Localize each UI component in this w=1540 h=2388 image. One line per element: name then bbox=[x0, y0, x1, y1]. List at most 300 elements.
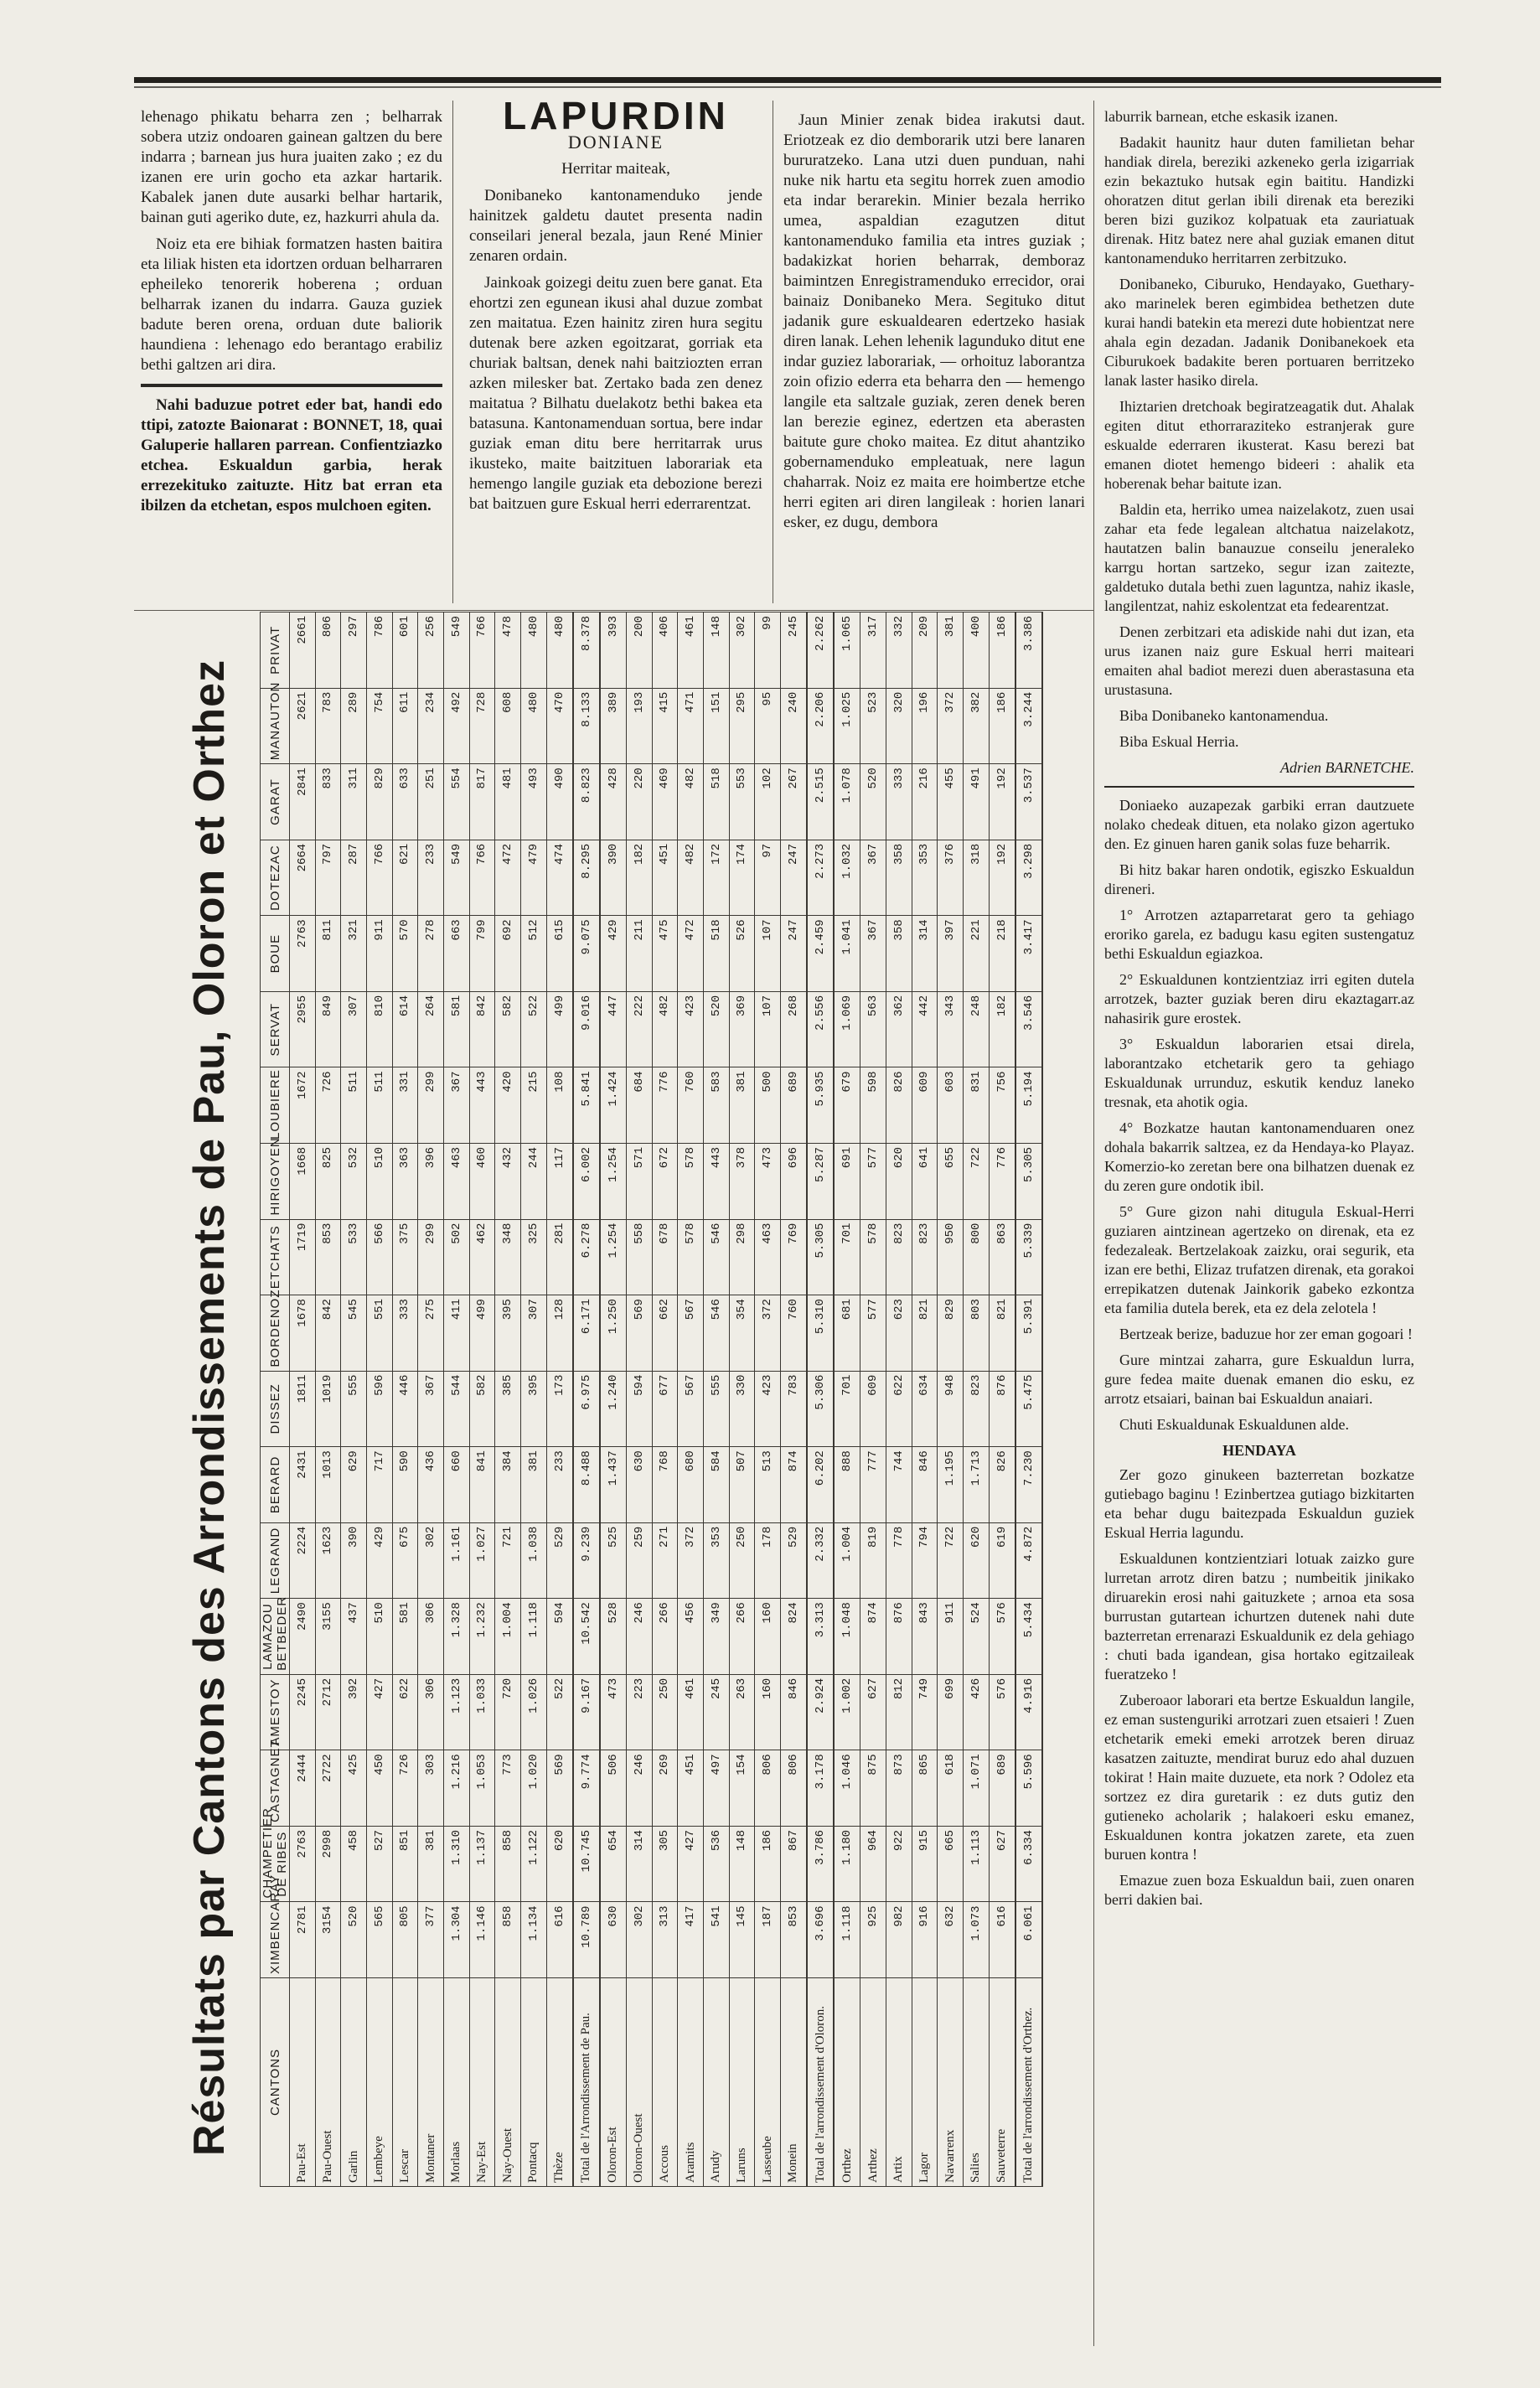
total-value: 5.475 bbox=[1015, 1371, 1043, 1447]
total-value: 9.774 bbox=[573, 1750, 600, 1827]
vote-count: 450 bbox=[366, 1750, 392, 1827]
vote-count: 451 bbox=[652, 840, 678, 916]
vote-count: 615 bbox=[546, 916, 573, 992]
vote-count: 2444 bbox=[290, 1750, 316, 1827]
results-title: Résultats par Cantons des Arrondissements de Pau, Oloron et Orthez bbox=[185, 659, 234, 2157]
table-header-candidate: AMESTOY bbox=[261, 1674, 290, 1750]
total-value: 10.789 bbox=[573, 1902, 600, 1978]
vote-count: 567 bbox=[678, 1295, 704, 1372]
vote-count: 411 bbox=[443, 1295, 469, 1372]
total-value: 5.305 bbox=[807, 1219, 834, 1295]
vote-count: 511 bbox=[341, 1067, 367, 1144]
vote-count: 841 bbox=[469, 1447, 495, 1523]
vote-count: 662 bbox=[652, 1295, 678, 1372]
vote-count: 182 bbox=[989, 991, 1015, 1067]
vote-count: 160 bbox=[755, 1599, 781, 1675]
vote-count: 1811 bbox=[290, 1371, 316, 1447]
table-header-candidate: PRIVAT bbox=[261, 613, 290, 689]
vote-count: 250 bbox=[652, 1674, 678, 1750]
vote-count: 622 bbox=[886, 1371, 912, 1447]
total-value: 9.167 bbox=[573, 1674, 600, 1750]
total-value: 3.546 bbox=[1015, 991, 1043, 1067]
table-row bbox=[520, 613, 546, 2187]
vote-count: 472 bbox=[495, 840, 521, 916]
vote-count: 429 bbox=[600, 916, 627, 992]
vote-count: 2781 bbox=[290, 1902, 316, 1978]
vote-count: 614 bbox=[392, 991, 418, 1067]
vote-count: 482 bbox=[678, 764, 704, 840]
vote-count: 400 bbox=[963, 613, 989, 689]
vote-count: 1.195 bbox=[938, 1447, 964, 1523]
vote-count: 911 bbox=[366, 916, 392, 992]
vote-count: 248 bbox=[963, 991, 989, 1067]
total-value: 5.194 bbox=[1015, 1067, 1043, 1144]
vote-count: 2224 bbox=[290, 1522, 316, 1599]
total-value: 6.002 bbox=[573, 1143, 600, 1219]
canton-name: Thèze bbox=[546, 1978, 573, 2187]
vote-count: 358 bbox=[886, 916, 912, 992]
vote-count: 760 bbox=[780, 1295, 807, 1372]
vote-count: 2712 bbox=[315, 1674, 341, 1750]
vote-count: 660 bbox=[443, 1447, 469, 1523]
vote-count: 246 bbox=[626, 1750, 652, 1827]
column-2 bbox=[469, 94, 762, 521]
vote-count: 307 bbox=[520, 1295, 546, 1372]
vote-count: 797 bbox=[315, 840, 341, 916]
vote-count: 220 bbox=[626, 764, 652, 840]
table-header-candidate: CASTAGNET bbox=[261, 1750, 290, 1827]
vote-count: 846 bbox=[780, 1674, 807, 1750]
total-value: 9.075 bbox=[573, 916, 600, 992]
vote-count: 2955 bbox=[290, 991, 316, 1067]
vote-count: 427 bbox=[678, 1826, 704, 1902]
vote-count: 569 bbox=[626, 1295, 652, 1372]
column-4 bbox=[1104, 107, 1414, 1916]
vote-count: 620 bbox=[963, 1522, 989, 1599]
election-results bbox=[180, 603, 1052, 2212]
vote-count: 569 bbox=[546, 1750, 573, 1827]
vote-count: 287 bbox=[341, 840, 367, 916]
vote-count: 1.065 bbox=[834, 613, 860, 689]
vote-count: 393 bbox=[600, 613, 627, 689]
canton-name: Morlaas bbox=[443, 1978, 469, 2187]
vote-count: 458 bbox=[341, 1826, 367, 1902]
column-divider bbox=[452, 101, 453, 603]
vote-count: 215 bbox=[520, 1067, 546, 1144]
vote-count: 500 bbox=[755, 1067, 781, 1144]
vote-count: 474 bbox=[546, 840, 573, 916]
vote-count: 777 bbox=[860, 1447, 886, 1523]
total-value: 5.305 bbox=[1015, 1143, 1043, 1219]
vote-count: 1.437 bbox=[600, 1447, 627, 1523]
vote-count: 415 bbox=[652, 688, 678, 764]
vote-count: 456 bbox=[678, 1599, 704, 1675]
vote-count: 632 bbox=[938, 1902, 964, 1978]
vote-count: 1.250 bbox=[600, 1295, 627, 1372]
canton-name: Arthez bbox=[860, 1978, 886, 2187]
table-row bbox=[290, 613, 316, 2187]
vote-count: 911 bbox=[938, 1599, 964, 1675]
vote-count: 461 bbox=[678, 1674, 704, 1750]
vote-count: 518 bbox=[703, 916, 729, 992]
vote-count: 1.310 bbox=[443, 1826, 469, 1902]
total-value: 6.278 bbox=[573, 1219, 600, 1295]
vote-count: 915 bbox=[912, 1826, 938, 1902]
vote-count: 566 bbox=[366, 1219, 392, 1295]
column-separator bbox=[1104, 786, 1414, 788]
vote-count: 555 bbox=[703, 1371, 729, 1447]
vote-count: 853 bbox=[780, 1902, 807, 1978]
col4-paragraph: Baldin eta, herriko umea naizelakotz, zuen usai zahar eta fede legalean altchatua naizelakotz, hautatzen balin banauzue conseilu jeneraleko karrgu hortan sartzeko, segur izan zaitezte, galdetuko dutala bethi zuen laguntza, nahiz ikasle, langilentzat, nahiz eskolentzat eta fedearentzat. bbox=[1104, 501, 1414, 614]
vote-count: 479 bbox=[520, 840, 546, 916]
vote-count: 298 bbox=[729, 1219, 755, 1295]
table-header-candidate: BERARD bbox=[261, 1447, 290, 1523]
vote-count: 925 bbox=[860, 1902, 886, 1978]
vote-count: 525 bbox=[600, 1522, 627, 1599]
vote-count: 1.004 bbox=[834, 1522, 860, 1599]
vote-count: 1.027 bbox=[469, 1522, 495, 1599]
vote-count: 490 bbox=[546, 764, 573, 840]
vote-count: 2245 bbox=[290, 1674, 316, 1750]
total-value: 6.975 bbox=[573, 1371, 600, 1447]
vote-count: 436 bbox=[418, 1447, 444, 1523]
vote-count: 333 bbox=[886, 764, 912, 840]
vote-count: 1623 bbox=[315, 1522, 341, 1599]
vote-count: 536 bbox=[703, 1826, 729, 1902]
vote-count: 469 bbox=[652, 764, 678, 840]
vote-count: 1.146 bbox=[469, 1902, 495, 1978]
col4-paragraph: laburrik barnean, etche eskasik izanen. bbox=[1104, 108, 1338, 125]
vote-count: 1.002 bbox=[834, 1674, 860, 1750]
canton-name: Garlin bbox=[341, 1978, 367, 2187]
vote-count: 367 bbox=[860, 840, 886, 916]
vote-count: 318 bbox=[963, 840, 989, 916]
canton-name: Lescar bbox=[392, 1978, 418, 2187]
vote-count: 358 bbox=[886, 840, 912, 916]
masthead-title: LAPURDIN bbox=[503, 94, 729, 137]
vote-count: 234 bbox=[418, 688, 444, 764]
vote-count: 829 bbox=[366, 764, 392, 840]
vote-count: 786 bbox=[366, 613, 392, 689]
vote-count: 726 bbox=[315, 1067, 341, 1144]
vote-count: 576 bbox=[989, 1599, 1015, 1675]
vote-count: 478 bbox=[495, 613, 521, 689]
vote-count: 1.137 bbox=[469, 1826, 495, 1902]
total-value: 3.298 bbox=[1015, 840, 1043, 916]
vote-count: 470 bbox=[546, 688, 573, 764]
total-label: Total de l'arrondissement d'Orthez. bbox=[1015, 1978, 1043, 2187]
vote-count: 1.328 bbox=[443, 1599, 469, 1675]
vote-count: 95 bbox=[755, 688, 781, 764]
vote-count: 446 bbox=[392, 1371, 418, 1447]
vote-count: 622 bbox=[392, 1674, 418, 1750]
vote-count: 2763 bbox=[290, 1826, 316, 1902]
vote-count: 544 bbox=[443, 1371, 469, 1447]
vote-count: 756 bbox=[989, 1067, 1015, 1144]
vote-count: 633 bbox=[392, 764, 418, 840]
vote-count: 623 bbox=[886, 1295, 912, 1372]
col4-paragraph: Badakit haunitz haur duten familietan behar handiak direla, bereziki azkeneko gerla izigarriak ezin bekaztuko hutsak egin baititu. Handizki ohoratzen ditut gerlan ibili direnak eta bereziki beren bizi guzikoz kolpatuak eta zauriatuak direnak. Hitz batez nere ahal guziak emanen ditut kantonamenduko herritarren zerbitzuko. bbox=[1104, 134, 1414, 266]
vote-count: 1.048 bbox=[834, 1599, 860, 1675]
vote-count: 397 bbox=[938, 916, 964, 992]
vote-count: 577 bbox=[860, 1295, 886, 1372]
vote-count: 1.113 bbox=[963, 1826, 989, 1902]
vote-count: 1.424 bbox=[600, 1067, 627, 1144]
vote-count: 768 bbox=[652, 1447, 678, 1523]
vote-count: 831 bbox=[963, 1067, 989, 1144]
vote-count: 460 bbox=[469, 1143, 495, 1219]
vote-count: 627 bbox=[989, 1826, 1015, 1902]
vote-count: 554 bbox=[443, 764, 469, 840]
col4-paragraph: Emazue zuen boza Eskualdun baii, zuen onaren berri dakien bai. bbox=[1104, 1872, 1414, 1908]
vote-count: 306 bbox=[418, 1674, 444, 1750]
canton-name: Orthez bbox=[834, 1978, 860, 2187]
canton-name: Oloron-Ouest bbox=[626, 1978, 652, 2187]
vote-count: 390 bbox=[600, 840, 627, 916]
total-label: Total de l'Arrondissement de Pau. bbox=[573, 1978, 600, 2187]
vote-count: 107 bbox=[755, 916, 781, 992]
vote-count: 696 bbox=[780, 1143, 807, 1219]
vote-count: 390 bbox=[341, 1522, 367, 1599]
total-value: 8.378 bbox=[573, 613, 600, 689]
vote-count: 247 bbox=[780, 916, 807, 992]
vote-count: 583 bbox=[703, 1067, 729, 1144]
vote-count: 555 bbox=[341, 1371, 367, 1447]
vote-count: 528 bbox=[600, 1599, 627, 1675]
vote-count: 233 bbox=[418, 840, 444, 916]
vote-count: 621 bbox=[392, 840, 418, 916]
vote-count: 463 bbox=[443, 1143, 469, 1219]
vote-count: 2490 bbox=[290, 1599, 316, 1675]
vote-count: 367 bbox=[860, 916, 886, 992]
table-header-candidate: LAMAZOU BETBEDER bbox=[261, 1599, 290, 1675]
vote-count: 348 bbox=[495, 1219, 521, 1295]
vote-count: 594 bbox=[626, 1371, 652, 1447]
vote-count: 799 bbox=[469, 916, 495, 992]
vote-count: 378 bbox=[729, 1143, 755, 1219]
vote-count: 271 bbox=[652, 1522, 678, 1599]
vote-count: 630 bbox=[600, 1902, 627, 1978]
vote-count: 701 bbox=[834, 1219, 860, 1295]
total-value: 3.537 bbox=[1015, 764, 1043, 840]
vote-count: 691 bbox=[834, 1143, 860, 1219]
vote-count: 1013 bbox=[315, 1447, 341, 1523]
vote-count: 302 bbox=[418, 1522, 444, 1599]
vote-count: 172 bbox=[703, 840, 729, 916]
vote-count: 619 bbox=[989, 1522, 1015, 1599]
vote-count: 567 bbox=[678, 1371, 704, 1447]
col4-paragraph: Doniaeko auzapezak garbiki erran dautzuete nolako chedeak dituen, eta nolako gizon agertuko den. Ez ginuen haren ganik solas fuze beharrik. bbox=[1104, 797, 1414, 852]
table-total-row bbox=[807, 613, 834, 2187]
table-row bbox=[443, 613, 469, 2187]
vote-count: 769 bbox=[780, 1219, 807, 1295]
total-value: 8.133 bbox=[573, 688, 600, 764]
canton-name: Nay-Ouest bbox=[495, 1978, 521, 2187]
vote-count: 846 bbox=[912, 1447, 938, 1523]
vote-count: 520 bbox=[703, 991, 729, 1067]
vote-count: 216 bbox=[912, 764, 938, 840]
total-value: 10.542 bbox=[573, 1599, 600, 1675]
vote-count: 331 bbox=[392, 1067, 418, 1144]
total-value: 5.841 bbox=[573, 1067, 600, 1144]
vote-count: 578 bbox=[860, 1219, 886, 1295]
vote-count: 209 bbox=[912, 613, 938, 689]
vote-count: 778 bbox=[886, 1522, 912, 1599]
vote-count: 369 bbox=[729, 991, 755, 1067]
vote-count: 817 bbox=[469, 764, 495, 840]
vote-count: 609 bbox=[860, 1371, 886, 1447]
vote-count: 760 bbox=[678, 1067, 704, 1144]
vote-count: 1.240 bbox=[600, 1371, 627, 1447]
vote-count: 395 bbox=[495, 1295, 521, 1372]
vote-count: 362 bbox=[886, 991, 912, 1067]
vote-count: 178 bbox=[755, 1522, 781, 1599]
vote-count: 375 bbox=[392, 1219, 418, 1295]
vote-count: 389 bbox=[600, 688, 627, 764]
vote-count: 395 bbox=[520, 1371, 546, 1447]
table-row bbox=[600, 613, 627, 2187]
vote-count: 655 bbox=[938, 1143, 964, 1219]
vote-count: 381 bbox=[418, 1826, 444, 1902]
vote-count: 665 bbox=[938, 1826, 964, 1902]
vote-count: 423 bbox=[755, 1371, 781, 1447]
vote-count: 654 bbox=[600, 1826, 627, 1902]
vote-count: 372 bbox=[678, 1522, 704, 1599]
table-row bbox=[392, 613, 418, 2187]
vote-count: 1019 bbox=[315, 1371, 341, 1447]
vote-count: 829 bbox=[938, 1295, 964, 1372]
vote-count: 353 bbox=[912, 840, 938, 916]
vote-count: 461 bbox=[678, 613, 704, 689]
vote-count: 825 bbox=[315, 1143, 341, 1219]
table-row bbox=[886, 613, 912, 2187]
col4-paragraph: Bi hitz bakar haren ondotik, egiszko Eskualdun direneri. bbox=[1104, 861, 1414, 897]
vote-count: 1678 bbox=[290, 1295, 316, 1372]
vote-count: 629 bbox=[341, 1447, 367, 1523]
vote-count: 193 bbox=[626, 688, 652, 764]
vote-count: 773 bbox=[495, 1750, 521, 1827]
vote-count: 553 bbox=[729, 764, 755, 840]
vote-count: 2722 bbox=[315, 1750, 341, 1827]
table-row bbox=[341, 613, 367, 2187]
vote-count: 681 bbox=[834, 1295, 860, 1372]
total-value: 2.273 bbox=[807, 840, 834, 916]
vote-count: 754 bbox=[366, 688, 392, 764]
vote-count: 1.026 bbox=[520, 1674, 546, 1750]
vote-count: 596 bbox=[366, 1371, 392, 1447]
vote-count: 749 bbox=[912, 1674, 938, 1750]
vote-count: 1.041 bbox=[834, 916, 860, 992]
vote-count: 443 bbox=[469, 1067, 495, 1144]
table-row bbox=[963, 613, 989, 2187]
col4-paragraph: Chuti Eskualdunak Eskualdunen alde. bbox=[1119, 1416, 1349, 1433]
vote-count: 354 bbox=[729, 1295, 755, 1372]
vote-count: 482 bbox=[652, 991, 678, 1067]
vote-count: 875 bbox=[860, 1750, 886, 1827]
vote-count: 154 bbox=[729, 1750, 755, 1827]
vote-count: 851 bbox=[392, 1826, 418, 1902]
vote-count: 570 bbox=[392, 916, 418, 992]
vote-count: 320 bbox=[886, 688, 912, 764]
vote-count: 299 bbox=[418, 1067, 444, 1144]
vote-count: 313 bbox=[652, 1902, 678, 1978]
vote-count: 186 bbox=[989, 688, 1015, 764]
vote-count: 173 bbox=[546, 1371, 573, 1447]
section-title: DONIANE bbox=[567, 132, 664, 152]
total-value: 5.935 bbox=[807, 1067, 834, 1144]
vote-count: 267 bbox=[780, 764, 807, 840]
table-header-candidate: LOUBIERE bbox=[261, 1067, 290, 1144]
vote-count: 641 bbox=[912, 1143, 938, 1219]
vote-count: 512 bbox=[520, 916, 546, 992]
vote-count: 849 bbox=[315, 991, 341, 1067]
vote-count: 858 bbox=[495, 1902, 521, 1978]
col4-paragraph: Zer gozo ginukeen bazterretan bozkatze gutiebago baginu ! Ezinbertzea gutiago bizkitarten eta behar dugu baitezpada Eskualdun guziek Eskual Herria lagundu. bbox=[1104, 1466, 1414, 1541]
canton-name: Pontacq bbox=[520, 1978, 546, 2187]
vote-count: 611 bbox=[392, 688, 418, 764]
vote-count: 99 bbox=[755, 613, 781, 689]
vote-count: 259 bbox=[626, 1522, 652, 1599]
vote-count: 675 bbox=[392, 1522, 418, 1599]
vote-count: 680 bbox=[678, 1447, 704, 1523]
vote-count: 842 bbox=[315, 1295, 341, 1372]
total-value: 2.332 bbox=[807, 1522, 834, 1599]
vote-count: 507 bbox=[729, 1447, 755, 1523]
vote-count: 821 bbox=[912, 1295, 938, 1372]
column-separator bbox=[141, 384, 442, 387]
vote-count: 192 bbox=[989, 764, 1015, 840]
table-row bbox=[989, 613, 1015, 2187]
vote-count: 372 bbox=[755, 1295, 781, 1372]
vote-count: 108 bbox=[546, 1067, 573, 1144]
vote-count: 529 bbox=[546, 1522, 573, 1599]
vote-count: 1.071 bbox=[963, 1750, 989, 1827]
table-header-cantons: CANTONS bbox=[261, 1978, 290, 2187]
column-3 bbox=[783, 111, 1085, 540]
vote-count: 1.713 bbox=[963, 1447, 989, 1523]
col4-paragraph: Biba Eskual Herria. bbox=[1119, 733, 1239, 750]
vote-count: 684 bbox=[626, 1067, 652, 1144]
vote-count: 392 bbox=[341, 1674, 367, 1750]
canton-name: Montaner bbox=[418, 1978, 444, 2187]
vote-count: 332 bbox=[886, 613, 912, 689]
vote-count: 576 bbox=[989, 1674, 1015, 1750]
vote-count: 833 bbox=[315, 764, 341, 840]
vote-count: 522 bbox=[546, 1674, 573, 1750]
vote-count: 200 bbox=[626, 613, 652, 689]
vote-count: 1.232 bbox=[469, 1599, 495, 1675]
vote-count: 532 bbox=[341, 1143, 367, 1219]
vote-count: 221 bbox=[963, 916, 989, 992]
table-row bbox=[703, 613, 729, 2187]
vote-count: 776 bbox=[989, 1143, 1015, 1219]
vote-count: 186 bbox=[989, 613, 1015, 689]
section-title: HENDAYA bbox=[1222, 1442, 1296, 1459]
vote-count: 428 bbox=[600, 764, 627, 840]
total-value: 8.295 bbox=[573, 840, 600, 916]
col4-paragraph: 3° Eskualdun laborarien etsai direla, laborantzako etchetarik gero ta gehiago Eskualdunak urrunduz, eskutik kenduz laneko tresnak, eta ahotik ogia. bbox=[1104, 1036, 1414, 1110]
vote-count: 2763 bbox=[290, 916, 316, 992]
total-value: 3.386 bbox=[1015, 613, 1043, 689]
vote-count: 1.254 bbox=[600, 1143, 627, 1219]
vote-count: 720 bbox=[495, 1674, 521, 1750]
top-rule bbox=[134, 77, 1441, 83]
vote-count: 385 bbox=[495, 1371, 521, 1447]
col4-paragraph: Gure mintzai zaharra, gure Eskualdun lurra, gure fedea maite duenak emanen dio esku, ez arrotz etsaiari, bainan bai Eskualdun anaiari. bbox=[1104, 1352, 1414, 1407]
vote-count: 192 bbox=[989, 840, 1015, 916]
vote-count: 420 bbox=[495, 1067, 521, 1144]
vote-count: 551 bbox=[366, 1295, 392, 1372]
